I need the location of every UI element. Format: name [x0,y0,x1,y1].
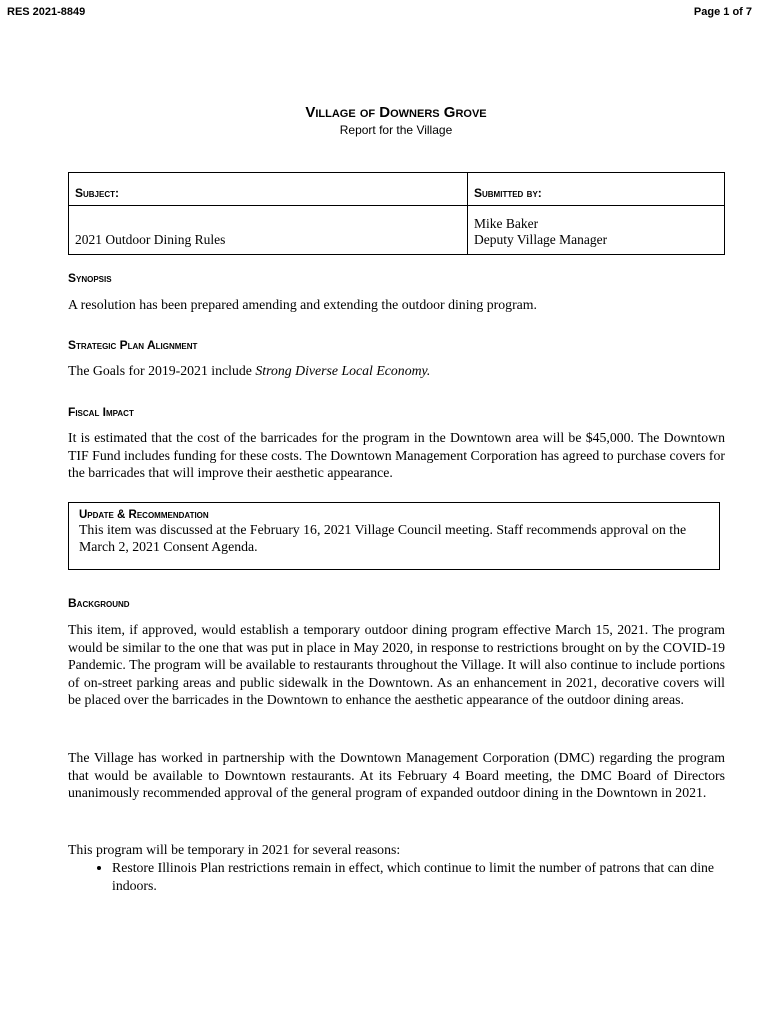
synopsis-heading: Synopsis [68,271,112,285]
submitted-by-value [468,206,725,255]
background-heading: Background [68,596,130,610]
subject-label: Subject: [69,173,468,206]
resolution-number: RES 2021-8849 [7,6,86,18]
subject-value: 2021 Outdoor Dining Rules [69,206,468,255]
subject-table [68,172,725,255]
update-recommendation-box [68,502,720,570]
submitted-by-label: Submitted by: [468,173,725,206]
background-paragraph-2: The Village has worked in partnership with the Downtown Management Corporation (DMC) regarding the program that would be available to Downtown restaurants. At its February 4 Board meeting, the DMC Board of Directors unanimously recommended approval of the general program of expanded outdoor dining in the Downtown in 2021. [68,750,725,800]
update-text: This item was discussed at the February 16, 2021 Village Council meeting. Staff recommends approval on the March 2, 2021 Consent Agenda. [79,522,687,554]
strategic-text [68,362,725,380]
strategic-goal: Strong Diverse Local Economy. [255,363,431,378]
submitter-title: Deputy Village Manager [474,232,608,247]
strategic-heading: Strategic Plan Alignment [68,338,198,352]
list-item: • Restore Illinois Plan restrictions remain in effect, which continue to limit the number of patrons that can dine indoors. [112,859,747,894]
strategic-text-prefix: The Goals for 2019-2021 include [68,363,256,378]
page-number: Page 1 of 7 [693,6,752,18]
submitter-name: Mike Baker [474,216,539,231]
update-heading: Update & Recommendation [79,509,209,521]
synopsis-text: A resolution has been prepared amending and extending the outdoor dining program. [68,297,537,312]
fiscal-heading: Fiscal Impact [68,405,134,419]
background-paragraph-1: This item, if approved, would establish a temporary outdoor dining program effective March 15, 2021. The program would be similar to the one that was put in place in May 2020, in response to restrictions brought on by the COVID-19 Pandemic. The program will be available to restaurants throughout the Village. It will also continue to include portions of on-street parking areas and public sidewalk in the Downtown. As an enhancement in 2021, decorative covers will be placed over the barricades in the Downtown to enhance the aesthetic appearance of the outdoor dining areas. [68,622,725,707]
background-paragraph-3: This program will be temporary in 2021 for several reasons: [68,842,401,857]
fiscal-text: It is estimated that the cost of the barricades for the program in the Downtown area will be $45,000. The Downtown TIF Fund includes funding for these costs. The Downtown Management Corporation has agreed to purchase covers for the barricades that will improve their aesthetic appearance. [68,430,725,480]
document-title: Village of Downers Grove [305,104,487,121]
document-subtitle: Report for the Village [339,123,453,137]
reasons-list [90,859,747,894]
